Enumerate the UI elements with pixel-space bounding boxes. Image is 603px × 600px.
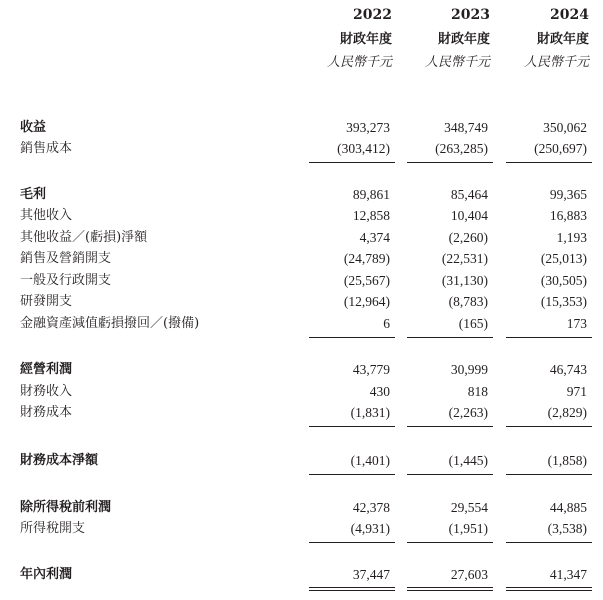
value-2024: (1,858) [547,453,587,468]
unit-label-2024: 人民幣千元 [523,55,589,70]
subtotal-rule [407,474,493,475]
table-row [0,117,603,138]
table-row [0,497,603,518]
value-2024: (30,505) [540,273,587,288]
value-2023: (1,951) [448,521,488,536]
value-2023: 30,999 [450,362,488,377]
total-double-rule [309,590,395,591]
subtotal-rule [407,162,493,163]
value-2022: (25,567) [343,273,390,288]
value-2022: (303,412) [337,141,390,156]
year-header-2022: 2022 [353,7,392,23]
row-label: 年內利潤 [20,567,73,582]
value-2023: 818 [467,384,488,399]
row-label: 財務收入 [20,384,73,399]
value-2022: 89,861 [352,187,390,202]
subtotal-rule [407,426,493,427]
value-2022: 42,378 [352,500,390,515]
subtotal-rule [309,426,395,427]
table-row [0,205,603,226]
row-label: 金融資產減值虧損撥回／(撥備) [20,316,200,331]
value-2023: 10,404 [450,208,488,223]
subtotal-rule [309,337,395,338]
table-row [0,270,603,291]
row-label: 其他收入 [20,208,73,223]
subtotal-rule [506,337,592,338]
value-2024: 971 [566,384,587,399]
total-double-rule [309,587,395,588]
total-double-rule [407,587,493,588]
year-header-2024: 2024 [550,7,589,23]
value-2024: (250,697) [534,141,587,156]
row-label: 一般及行政開支 [20,273,112,288]
value-2023: (165) [458,316,488,331]
subtotal-rule [506,542,592,543]
subtotal-rule [506,474,592,475]
row-label: 財務成本淨額 [20,453,99,468]
value-2024: 173 [566,316,587,331]
table-row [0,184,603,205]
value-2024: 44,885 [549,500,587,515]
value-2022: 37,447 [352,567,390,582]
table-row [0,518,603,539]
row-label: 收益 [20,120,47,135]
subtotal-rule [309,542,395,543]
table-row [0,138,603,159]
value-2023: 27,603 [450,567,488,582]
total-double-rule [407,590,493,591]
value-2022: 393,273 [346,120,390,135]
value-2024: 46,743 [549,362,587,377]
subtotal-rule [309,162,395,163]
table-row [0,381,603,402]
table-row [0,450,603,471]
value-2024: 350,062 [543,120,587,135]
table-row [0,359,603,380]
fiscal-year-label-2023: 財政年度 [437,32,490,47]
row-label: 銷售成本 [20,141,73,156]
value-2022: (1,831) [350,405,390,420]
value-2022: (24,789) [343,251,390,266]
value-2023: (1,445) [448,453,488,468]
value-2024: (25,013) [540,251,587,266]
value-2024: 1,193 [556,230,587,245]
value-2023: 348,749 [444,120,488,135]
value-2022: 6 [383,316,390,331]
unit-label-2024b: 人民幣千元 [424,55,490,70]
table-row [0,402,603,423]
value-2024: (3,538) [547,521,587,536]
value-2024: 99,365 [549,187,587,202]
value-2022: (12,964) [343,294,390,309]
value-2023: (8,783) [448,294,488,309]
total-double-rule [506,590,592,591]
value-2024: (15,353) [540,294,587,309]
value-2023: (31,130) [441,273,488,288]
row-label: 所得稅開支 [20,521,86,536]
subtotal-rule [506,162,592,163]
value-2023: (22,531) [441,251,488,266]
value-2023: (2,263) [448,405,488,420]
table-row [0,248,603,269]
subtotal-rule [309,474,395,475]
subtotal-rule [407,542,493,543]
row-label: 毛利 [20,187,47,202]
value-2024: 41,347 [549,567,587,582]
unit-label-2022: 人民幣千元 [326,55,392,70]
row-label: 財務成本 [20,405,73,420]
row-label: 其他收益／(虧損)淨額 [20,230,148,245]
value-2024: (2,829) [547,405,587,420]
value-2022: 43,779 [352,362,390,377]
value-2022: (4,931) [350,521,390,536]
value-2022: 12,858 [352,208,390,223]
value-2022: 4,374 [359,230,390,245]
table-row [0,564,603,585]
fiscal-year-label-2022: 財政年度 [339,32,392,47]
row-label: 研發開支 [20,294,73,309]
row-label: 除所得稅前利潤 [20,500,112,515]
value-2022: 430 [369,384,390,399]
fiscal-year-label-2024: 財政年度 [536,32,589,47]
table-row [0,227,603,248]
row-label: 經營利潤 [20,362,73,377]
table-row [0,291,603,312]
value-2023: 85,464 [450,187,488,202]
subtotal-rule [407,337,493,338]
table-row [0,313,603,334]
subtotal-rule [506,426,592,427]
value-2023: 29,554 [450,500,488,515]
year-header-2023: 2023 [451,7,490,23]
value-2023: (263,285) [435,141,488,156]
total-double-rule [506,587,592,588]
row-label: 銷售及營銷開支 [20,251,112,266]
value-2022: (1,401) [350,453,390,468]
value-2023: (2,260) [448,230,488,245]
value-2024: 16,883 [549,208,587,223]
